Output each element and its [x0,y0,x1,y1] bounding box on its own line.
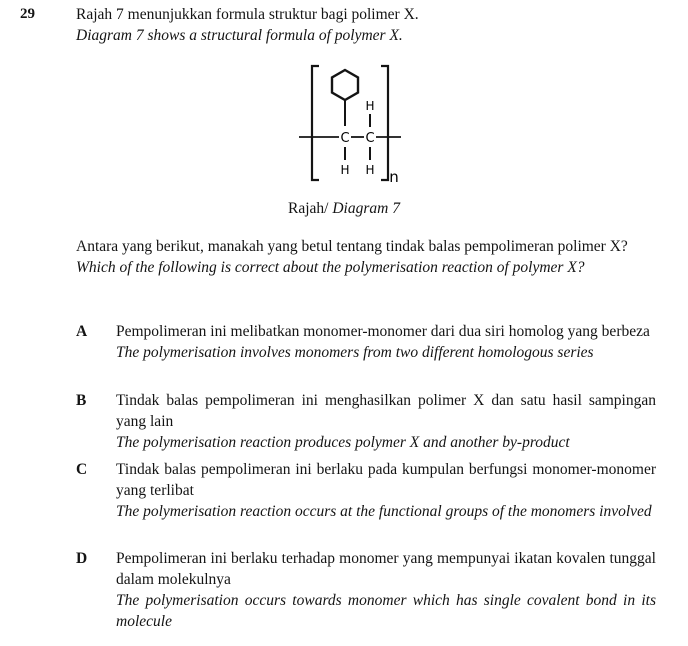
option-a-letter[interactable]: A [76,323,88,340]
option-d-text[interactable] [116,548,656,632]
polymer-structure-diagram [295,58,415,188]
atom-c-right: C [365,131,375,146]
option-b-malay: Tindak balas pempolimeran ini menghasilkan polimer X dan satu hasil sampingan yang lain [116,392,656,430]
option-c-malay: Tindak balas pempolimeran ini berlaku pada kumpulan berfungsi monomer-monomer yang terlibat [116,461,656,499]
atom-h-bottom-right: H [365,163,375,177]
polymer-structure-svg [295,58,415,188]
atom-h-top: H [365,99,375,113]
diagram-caption [0,198,688,219]
right-bracket [381,66,388,180]
option-c-letter[interactable]: C [76,461,88,478]
option-a-english: The polymerisation involves monomers from two different homologous series [116,344,594,361]
caption-english: Diagram 7 [332,200,400,217]
option-a-text[interactable] [116,321,656,363]
question-stem [76,4,656,46]
caption-malay: Rajah/ [288,200,333,217]
option-d-letter[interactable]: D [76,550,88,567]
option-b-letter[interactable]: B [76,392,87,409]
stem-malay: Rajah 7 menunjukkan formula struktur bagi polimer X. [76,6,419,23]
benzene-ring [332,70,358,100]
atom-c-left: C [340,131,350,146]
left-bracket [312,66,319,180]
option-b-english: The polymerisation reaction produces polymer X and another by-product [116,434,570,451]
option-d-english: The polymerisation occurs towards monomer which has single covalent bond in its molecule [116,592,656,630]
option-c-english: The polymerisation reaction occurs at the functional groups of the monomers involved [116,503,652,520]
question-prompt [76,236,656,278]
question-number: 29 [20,6,35,22]
option-b-text[interactable] [116,390,656,453]
prompt-english: Which of the following is correct about the polymerisation reaction of polymer X? [76,259,585,276]
prompt-malay: Antara yang berikut, manakah yang betul tentang tindak balas pempolimeran polimer X? [76,238,628,255]
stem-english: Diagram 7 shows a structural formula of polymer X. [76,27,403,44]
option-a-malay: Pempolimeran ini melibatkan monomer-monomer dari dua siri homolog yang berbeza [116,323,650,340]
repeat-unit-n: n [389,168,399,186]
option-d-malay: Pempolimeran ini berlaku terhadap monomer yang mempunyai ikatan kovalen tunggal dalam molekulnya [116,550,656,588]
atom-h-bottom-left: H [340,163,350,177]
option-c-text[interactable] [116,459,656,522]
